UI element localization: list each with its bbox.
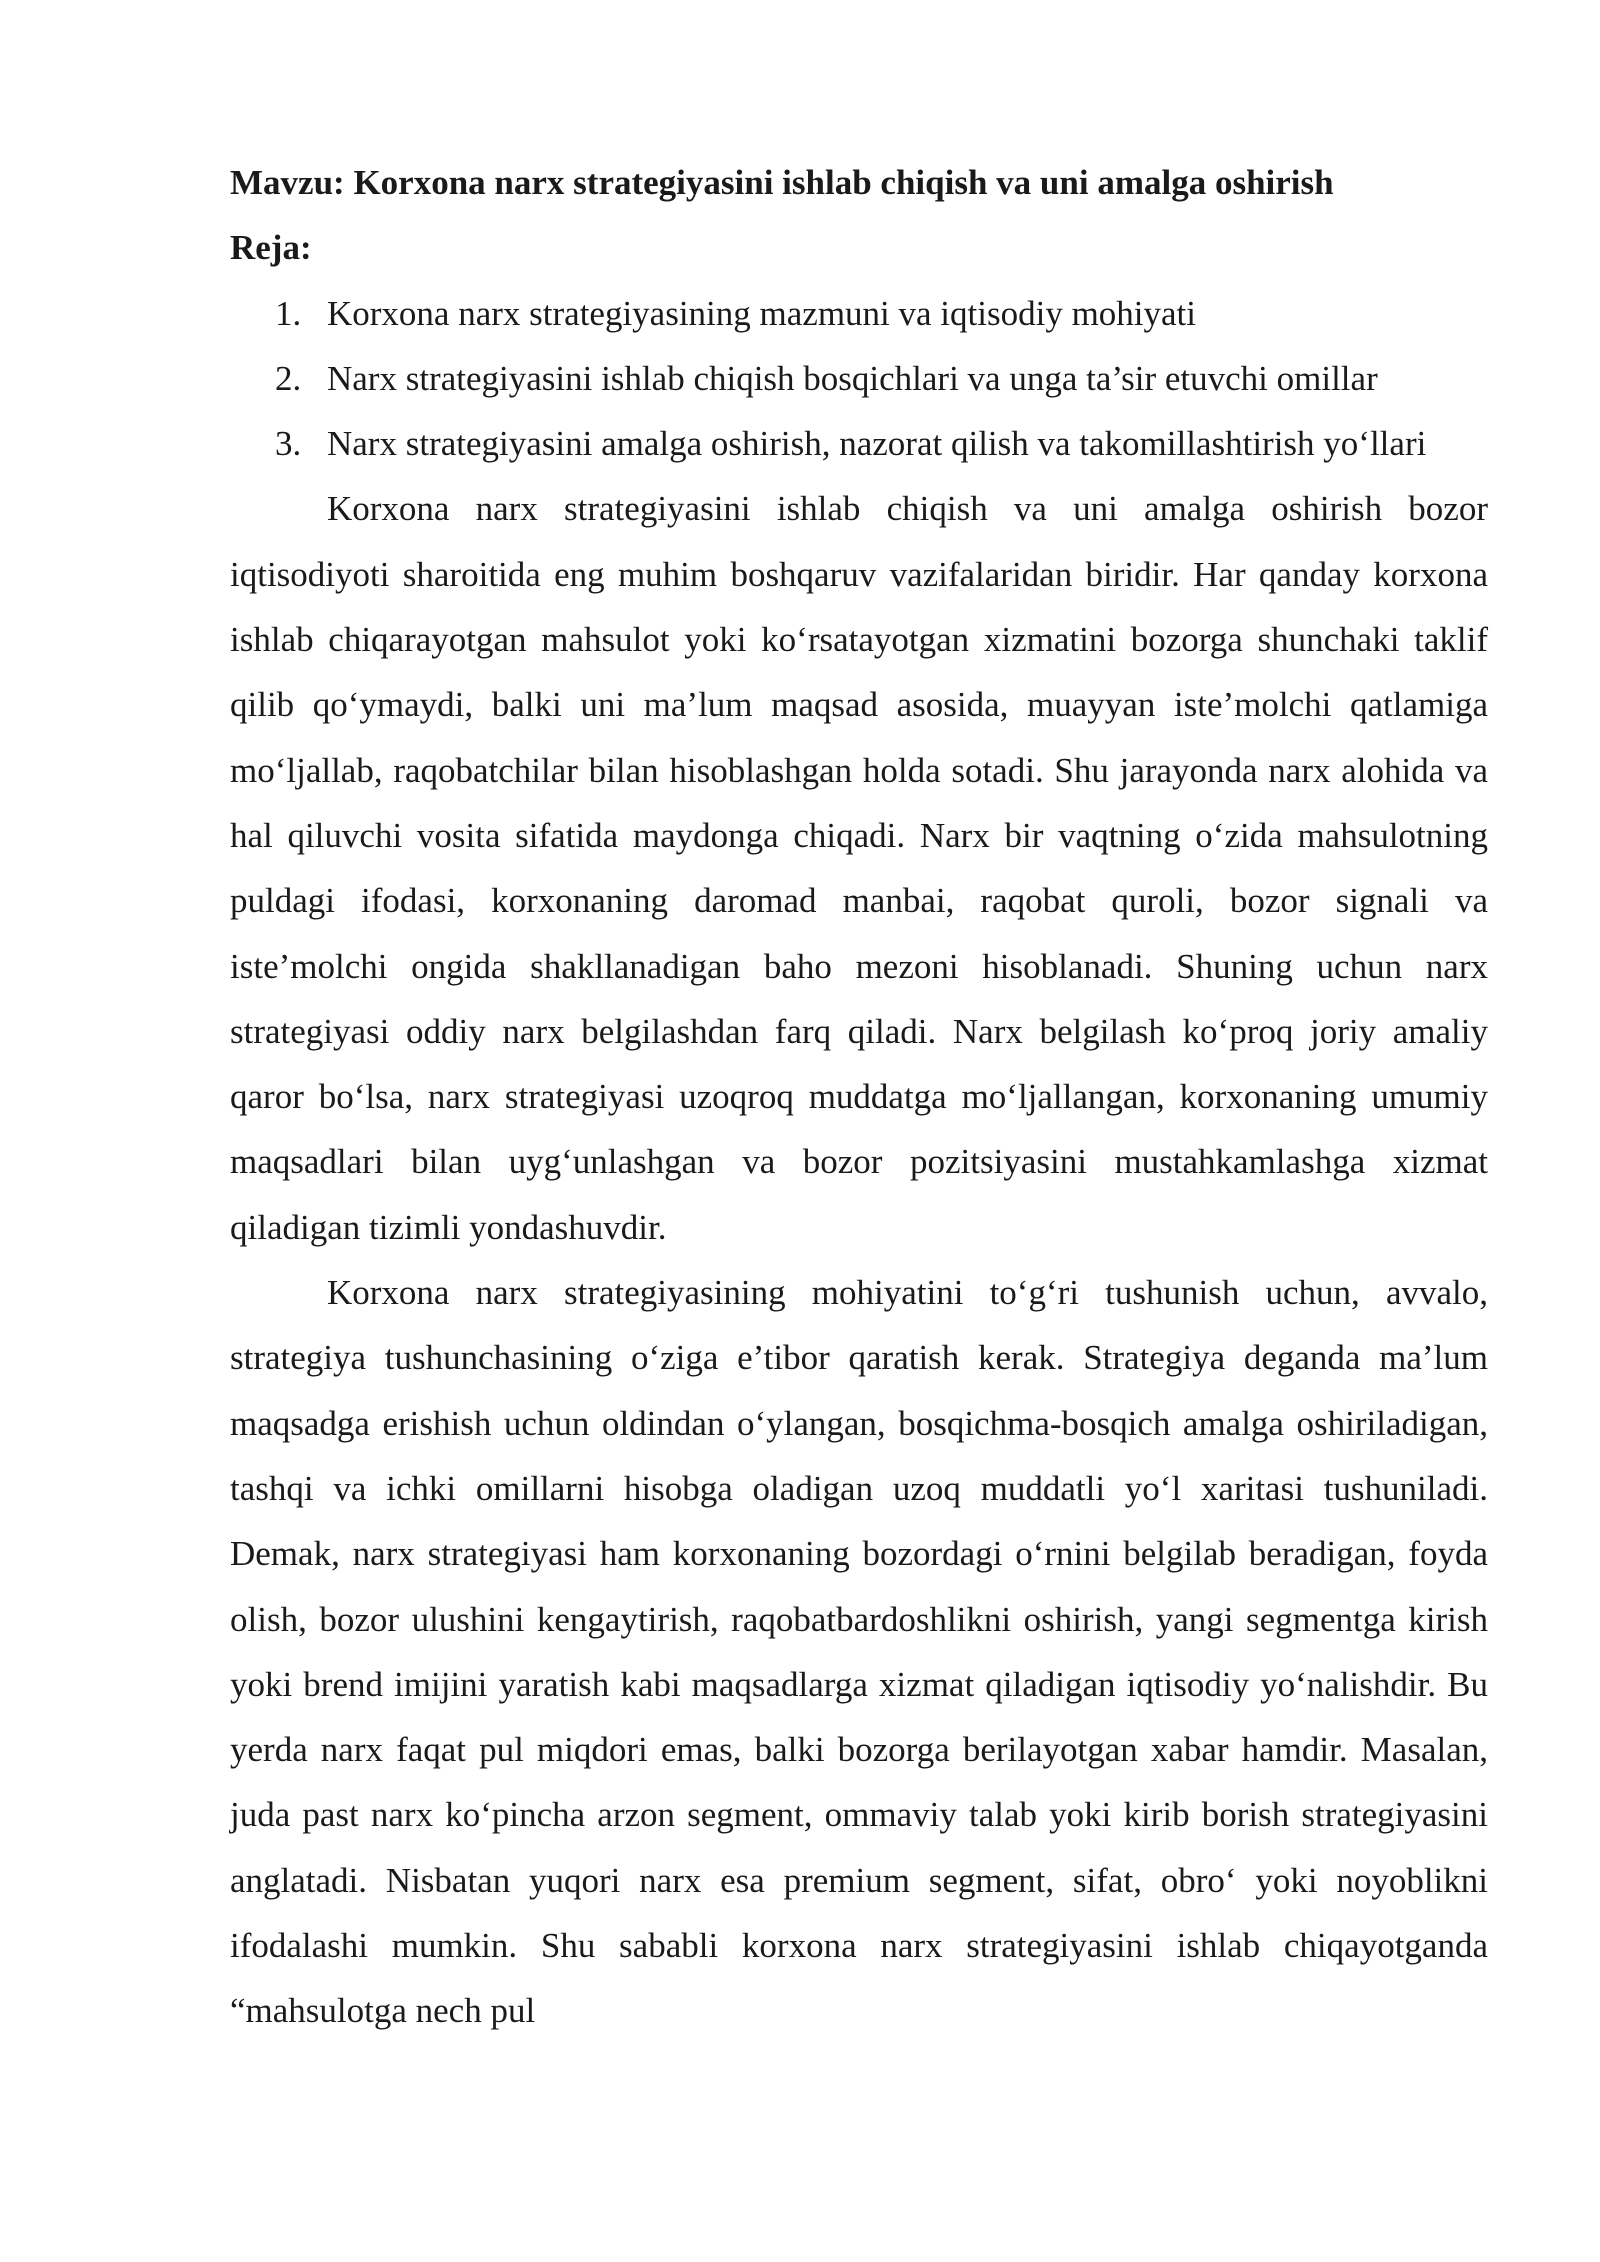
body-paragraph: Korxona narx strategiyasini ishlab chiqish va uni amalga oshirish bozor iqtisodiyoti sharoitida eng muhim boshqaruv vazifalaridan biridir. Har qanday korxona ishlab chiqarayotgan mahsulot yoki ko‘rsatayotgan xizmatini bozorga shunchaki taklif qilib qo‘ymaydi, balki uni ma’lum maqsad asosida, muayyan iste’molchi qatlamiga mo‘ljallab, raqobatchilar bilan hisoblashgan holda sotadi. Shu jarayonda narx alohida va hal qiluvchi vosita sifatida maydonga chiqadi. Narx bir vaqtning o‘zida mahsulotning puldagi ifodasi, korxonaning daromad manbai, raqobat quroli, bozor signali va iste’molchi ongida shakllanadigan baho mezoni hisoblanadi. Shuning uchun narx strategiyasi oddiy narx belgilashdan farq qiladi. Narx belgilash ko‘proq joriy amaliy qaror bo‘lsa, narx strategiyasi uzoqroq muddatga mo‘ljallangan, korxonaning umumiy maqsadlari bilan uyg‘unlashgan va bozor pozitsiyasini mustahkamlashga xizmat qiladigan tizimli yondashuvdir. — [230, 489, 1488, 1247]
plan-item-number: 3. — [275, 424, 302, 464]
document-title: Mavzu: Korxona narx strategiyasini ishlab chiqish va uni amalga oshirish — [230, 163, 1334, 202]
body-paragraph: Korxona narx strategiyasining mohiyatini to‘g‘ri tushunish uchun, avvalo, strategiya tushunchasining o‘ziga e’tibor qaratish kerak. Strategiya deganda ma’lum maqsadga erishish uchun oldindan o‘ylangan, bosqichma-bosqich amalga oshiriladigan, tashqi va ichki omillarni hisobga oladigan uzoq muddatli yo‘l xaritasi tushuniladi. Demak, narx strategiyasi ham korxonaning bozordagi o‘rnini belgilab beradigan, foyda olish, bozor ulushini kengaytirish, raqobatbardoshlikni oshirish, yangi segmentga kirish yoki brend imijini yaratish kabi maqsadlarga xizmat qiladigan iqtisodiy yo‘nalishdir. Bu yerda narx faqat pul miqdori emas, balki bozorga berilayotgan xabar hamdir. Masalan, juda past narx ko‘pincha arzon segment, ommaviy talab yoki kirib borish strategiyasini anglatadi. Nisbatan yuqori narx esa premium segment, sifat, obro‘ yoki noyoblikni ifodalashi mumkin. Shu sababli korxona narx strategiyasini ishlab chiqayotganda “mahsulotga nech pul — [230, 1273, 1488, 2031]
plan-item-number: 1. — [275, 293, 302, 333]
plan-item-text: Korxona narx strategiyasining mazmuni va iqtisodiy mohiyati — [327, 293, 1197, 333]
plan-item — [230, 346, 1488, 411]
plan-label: Reja: — [230, 228, 312, 268]
plan-list — [230, 281, 1488, 477]
plan-item — [230, 281, 1488, 346]
plan-item-text: Narx strategiyasini amalga oshirish, nazorat qilish va takomillashtirish yo‘llari — [327, 424, 1427, 464]
document-page — [230, 150, 1488, 2044]
plan-item-text: Narx strategiyasini ishlab chiqish bosqichlari va unga ta’sir etuvchi omillar — [327, 358, 1378, 398]
plan-item — [230, 411, 1488, 476]
plan-item-number: 2. — [275, 358, 302, 398]
